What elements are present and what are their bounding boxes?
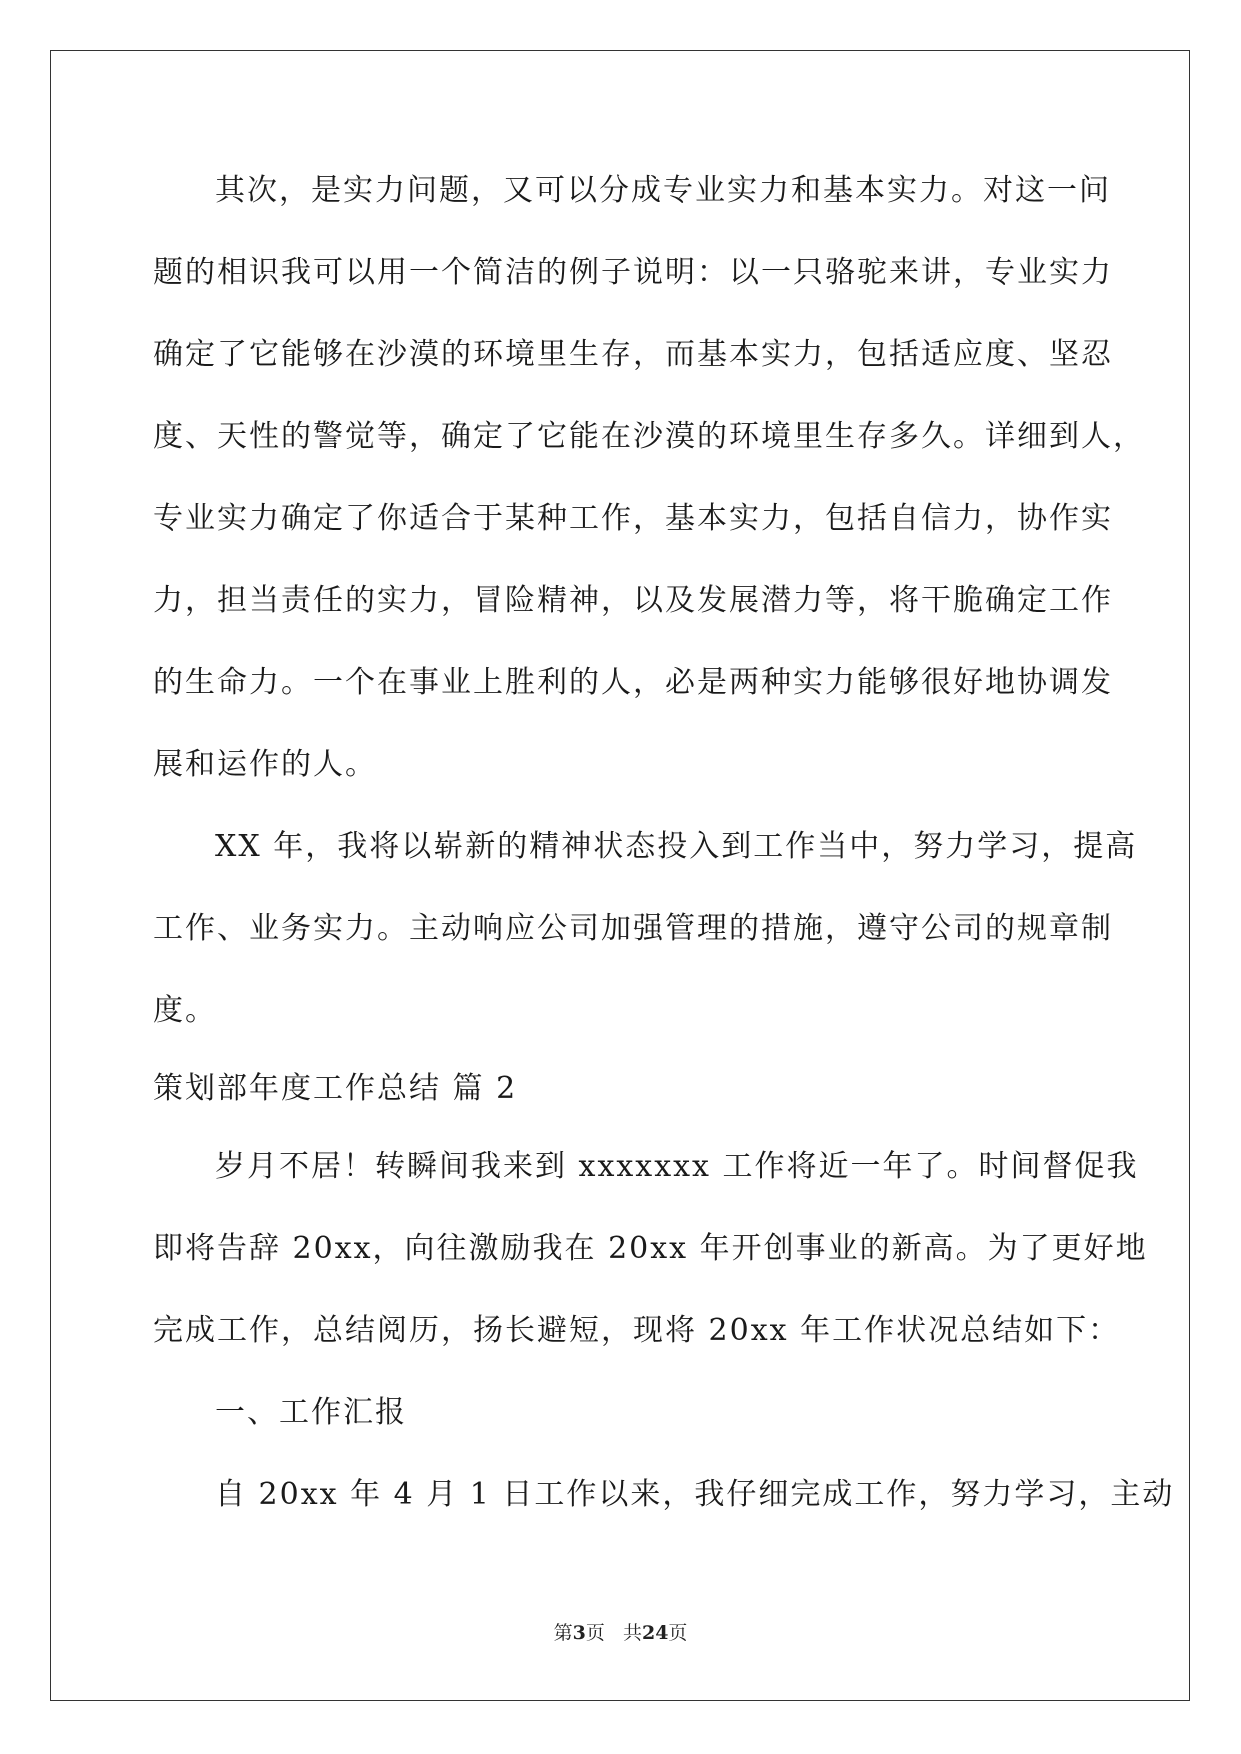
footer-current-page: 3 <box>572 1622 586 1644</box>
paragraph-line: 完成工作，总结阅历，扬长避短，现将 20xx 年工作状况总结如下： <box>153 1313 1121 1348</box>
paragraph-line: 专业实力确定了你适合于某种工作，基本实力，包括自信力，协作实 <box>153 501 1113 536</box>
paragraph-line: 即将告辞 20xx，向往激励我在 20xx 年开创事业的新高。为了更好地 <box>153 1231 1148 1266</box>
paragraph-line: 度。 <box>153 993 217 1028</box>
paragraph-line: 工作、业务实力。主动响应公司加强管理的措施，遵守公司的规章制 <box>153 911 1113 946</box>
paragraph-line: 岁月不居！转瞬间我来到 xxxxxxx 工作将近一年了。时间督促我 <box>215 1149 1139 1184</box>
subsection-heading: 一、工作汇报 <box>215 1395 407 1430</box>
footer-prefix: 第 <box>553 1622 573 1644</box>
page-footer <box>0 1618 1241 1645</box>
document-body <box>153 161 1175 1547</box>
paragraph-line: 其次，是实力问题，又可以分成专业实力和基本实力。对这一问 <box>215 173 1111 208</box>
footer-total-prefix: 共 <box>622 1622 642 1644</box>
footer-total-suffix: 页 <box>668 1622 688 1644</box>
footer-page-suffix: 页 <box>585 1622 605 1644</box>
paragraph-line: 的生命力。一个在事业上胜利的人，必是两种实力能够很好地协调发 <box>153 665 1113 700</box>
paragraph-line: 展和运作的人。 <box>153 747 377 782</box>
footer-total-pages: 24 <box>641 1622 669 1644</box>
paragraph-line: 度、天性的警觉等，确定了它能在沙漠的环境里生存多久。详细到人， <box>153 419 1145 454</box>
paragraph-line: XX 年，我将以崭新的精神状态投入到工作当中，努力学习，提高 <box>215 829 1138 864</box>
paragraph-line: 确定了它能够在沙漠的环境里生存，而基本实力，包括适应度、坚忍 <box>153 337 1113 372</box>
section-heading: 策划部年度工作总结 篇 2 <box>153 1071 518 1106</box>
paragraph-line: 自 20xx 年 4 月 1 日工作以来，我仔细完成工作，努力学习，主动 <box>215 1477 1175 1512</box>
paragraph-line: 力，担当责任的实力，冒险精神，以及发展潜力等，将干脆确定工作 <box>153 583 1113 618</box>
paragraph-line: 题的相识我可以用一个简洁的例子说明：以一只骆驼来讲，专业实力 <box>153 255 1113 290</box>
